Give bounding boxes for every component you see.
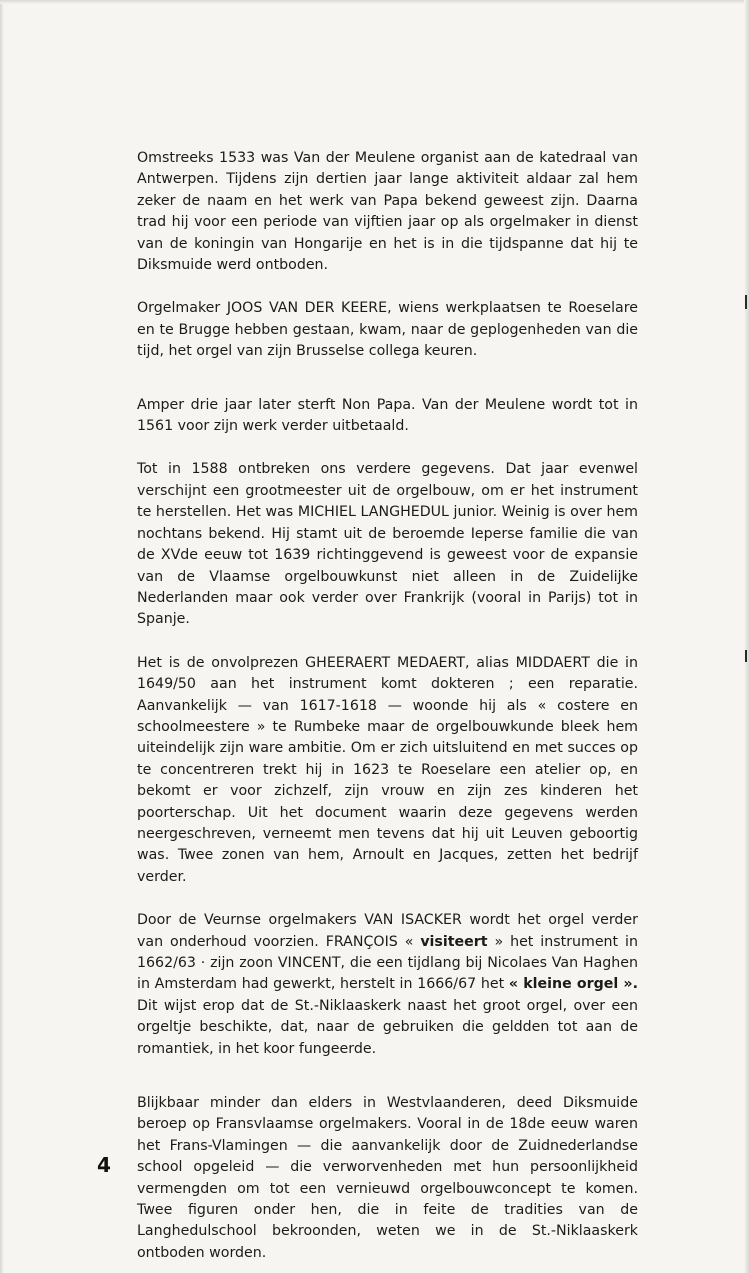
page-edge-left <box>0 0 4 1273</box>
page-number: 4 <box>97 1153 111 1177</box>
paragraph-6 <box>137 910 638 1060</box>
paragraph-5: Het is de onvolprezen GHEERAERT MEDAERT, alias MIDDAERT die in 1649/50 aan het instrument komt dokteren ; een reparatie. Aanvankelijk — van 1617-1618 — woonde hij als « costere en schoolmeestere » te Rumbeke maar de orgelbouwkunde bleek hem uiteindelijk zijn ware ambitie. Om er zich uitsluitend en met succes op te concentreren trekt hij in 1623 te Roeselare een atelier op, en bekomt er voor zichzelf, zijn vrouw en zijn zes kinderen het poorterschap. Uit het document waarin deze gegevens werden neergeschreven, verneemt men tevens dat hij uit Leuven geboortig was. Twee zonen van hem, Arnoult en Jacques, zetten het bedrijf verder. <box>137 654 638 885</box>
paragraph-6-part-2: » het instrument in 1662/63 · zijn zoon VINCENT, die een tijdlang bij Nicolaes Van Haghen in Amsterdam had gewerkt, herstelt in 1666/67 het <box>137 933 638 993</box>
paragraph-6-part-1: Door de Veurnse orgelmakers VAN ISACKER wordt het orgel verder van onderhoud voorzien. FRANÇOIS « <box>137 912 638 950</box>
binding-mark <box>745 650 747 662</box>
emphasis-visiteert: visiteert <box>420 933 488 950</box>
paragraph-6-part-3: Dit wijst erop dat de St.-Niklaaskerk naast het groot orgel, over een orgeltje beschikte, dat, naar de gebruiken die geldden tot aan de romantiek, in het koor fungeerde. <box>137 997 638 1057</box>
paragraph-2: Orgelmaker JOOS VAN DER KEERE, wiens werkplaatsen te Roeselare en te Brugge hebben gestaan, kwam, naar de geplogenheden van die tijd, het orgel van zijn Brusselse collega keuren. <box>137 300 638 360</box>
paragraph-1: Omstreeks 1533 was Van der Meulene organist aan de katedraal van Antwerpen. Tijdens zijn dertien jaar lange aktiviteit aldaar zal hem zeker de naam en het werk van Papa bekend geweest zijn. Daarna trad hij voor een periode van vijftien jaar op als orgelmaker in dienst van de koningin van Hongarije en het is in die tijdspanne dat hij te Diksmuide werd ontboden. <box>137 150 638 274</box>
paragraph-3: Amper drie jaar later sterft Non Papa. Van der Meulene wordt tot in 1561 voor zijn werk verder uitbetaald. <box>137 396 638 435</box>
emphasis-kleine-orgel: « kleine orgel ». <box>508 976 638 993</box>
paragraph-7: Blijkbaar minder dan elders in Westvlaanderen, deed Diksmuide beroep op Fransvlaamse orgelmakers. Vooral in de 18de eeuw waren het Frans-Vlamingen — die aanvankelijk door de Zuidnederlandse school opgeleid — die verworvenheden met hun persoonlijkheid vermengden om tot een vernieuwd orgelbouwconcept te komen. Twee figuren onder hen, die in feite de tradities van de Langhedulschool bekroonden, weten we in de St.-Niklaaskerk ontboden worden. <box>137 1095 638 1261</box>
body-text <box>137 148 638 1264</box>
binding-mark <box>745 295 747 309</box>
page-edge-top <box>0 0 750 4</box>
paragraph-4: Tot in 1588 ontbreken ons verdere gegevens. Dat jaar evenwel verschijnt een grootmeester uit de orgelbouw, om er het instrument te herstellen. Het was MICHIEL LANGHEDUL junior. Weinig is over hem nochtans bekend. Hij stamt uit de beroemde Ieperse familie die van de XVde eeuw tot 1639 richtinggevend is geweest voor de expansie van de Vlaamse orgelbouwkunst niet alleen in de Zuidelijke Nederlanden maar ook verder over Frankrijk (vooral in Parijs) tot in Spanje. <box>137 461 638 628</box>
page-edge-right <box>744 0 750 1273</box>
